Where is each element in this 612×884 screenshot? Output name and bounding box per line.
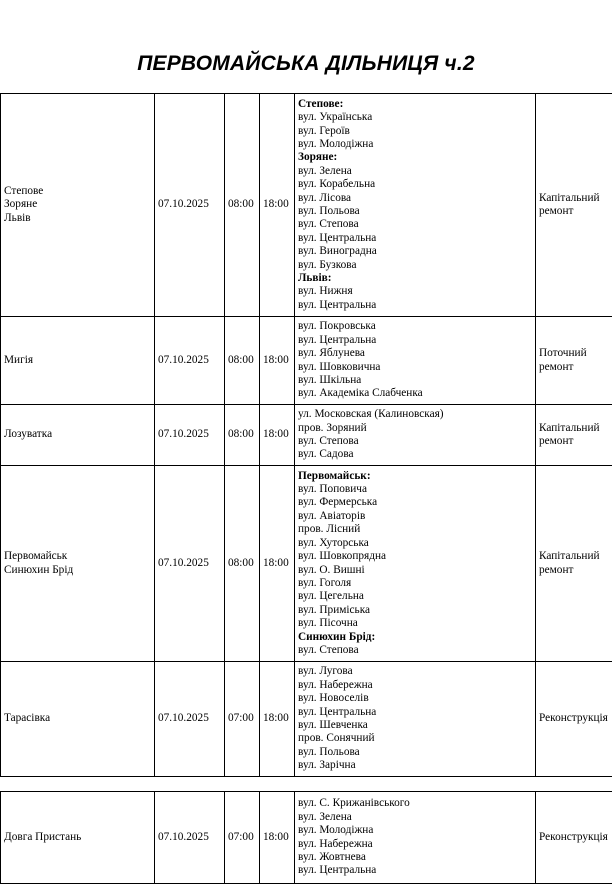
work-type-line: Капітальний: [539, 192, 612, 205]
street-item: вул. Героїв: [298, 125, 532, 138]
date-cell: 07.10.2025: [155, 662, 225, 777]
table-row: [1, 405, 612, 466]
street-item: вул. Центральна: [298, 706, 532, 719]
work-type-cell: [536, 94, 612, 317]
page-title: ПЕРВОМАЙСЬКА ДІЛЬНИЦЯ ч.2: [0, 52, 612, 76]
village-name: Первомайськ: [4, 550, 151, 563]
street-item: вул. Шевченка: [298, 719, 532, 732]
work-type-cell: [536, 792, 612, 884]
village-cell: [1, 94, 155, 317]
village-name: Довга Пристань: [4, 831, 151, 844]
street-item: вул. Центральна: [298, 299, 532, 312]
settlement-header: Львів:: [298, 272, 532, 285]
village-name: Тарасівка: [4, 712, 151, 725]
street-item: вул. Хуторська: [298, 537, 532, 550]
street-item: вул. Зелена: [298, 811, 532, 824]
work-type-line: Реконструкція: [539, 712, 612, 725]
street-item: вул. Новоселів: [298, 692, 532, 705]
street-item: вул. Академіка Слабченка: [298, 387, 532, 400]
street-item: вул. Лісова: [298, 192, 532, 205]
street-item: пров. Сонячний: [298, 732, 532, 745]
date-cell: 07.10.2025: [155, 405, 225, 466]
street-item: ул. Московская (Калиновская): [298, 408, 532, 421]
street-item: вул. Степова: [298, 435, 532, 448]
street-item: вул. Нижня: [298, 285, 532, 298]
date-cell: 07.10.2025: [155, 466, 225, 662]
date-cell: 07.10.2025: [155, 94, 225, 317]
street-item: вул. Виноградна: [298, 245, 532, 258]
end-time-cell: 18:00: [260, 317, 295, 405]
street-item: вул. О. Вишні: [298, 564, 532, 577]
street-item: пров. Лісний: [298, 523, 532, 536]
table-row: [1, 94, 612, 317]
start-time-cell: 08:00: [225, 317, 260, 405]
start-time-cell: 08:00: [225, 94, 260, 317]
work-type-line: Реконструкція: [539, 831, 612, 844]
street-item: вул. Гоголя: [298, 577, 532, 590]
street-item: вул. Шовкопрядна: [298, 550, 532, 563]
village-cell: [1, 792, 155, 884]
streets-cell: [295, 792, 536, 884]
streets-cell: [295, 317, 536, 405]
schedule-table: [0, 93, 612, 777]
streets-cell: [295, 662, 536, 777]
street-item: вул. Польова: [298, 205, 532, 218]
settlement-header: Степове:: [298, 98, 532, 111]
work-type-cell: [536, 662, 612, 777]
village-name: Синюхин Брід: [4, 564, 151, 577]
street-item: вул. Молодіжна: [298, 138, 532, 151]
street-item: вул. Лугова: [298, 665, 532, 678]
street-item: вул. С. Крижанівського: [298, 797, 532, 810]
streets-cell: [295, 466, 536, 662]
street-item: вул. Яблунева: [298, 347, 532, 360]
start-time-cell: 08:00: [225, 405, 260, 466]
work-type-cell: [536, 317, 612, 405]
work-type-line: Поточний: [539, 347, 612, 360]
street-item: вул. Українська: [298, 111, 532, 124]
street-item: пров. Зоряний: [298, 422, 532, 435]
street-item: вул. Цегельна: [298, 590, 532, 603]
work-type-line: ремонт: [539, 435, 612, 448]
work-type-cell: [536, 466, 612, 662]
work-type-line: ремонт: [539, 361, 612, 374]
village-cell: [1, 466, 155, 662]
village-name: Мигія: [4, 354, 151, 367]
date-cell: 07.10.2025: [155, 792, 225, 884]
street-item: вул. Набережна: [298, 679, 532, 692]
village-name: Степове: [4, 185, 151, 198]
streets-cell: [295, 405, 536, 466]
street-item: вул. Приміська: [298, 604, 532, 617]
end-time-cell: 18:00: [260, 792, 295, 884]
start-time-cell: 08:00: [225, 466, 260, 662]
street-item: вул. Шовковична: [298, 361, 532, 374]
street-item: вул. Бузкова: [298, 259, 532, 272]
date-cell: 07.10.2025: [155, 317, 225, 405]
table-row: [1, 466, 612, 662]
work-type-line: Капітальний: [539, 422, 612, 435]
street-item: вул. Шкільна: [298, 374, 532, 387]
work-type-cell: [536, 405, 612, 466]
street-item: вул. Корабельна: [298, 178, 532, 191]
village-name: Львів: [4, 212, 151, 225]
village-cell: [1, 662, 155, 777]
work-type-line: Капітальний: [539, 550, 612, 563]
street-item: вул. Садова: [298, 448, 532, 461]
schedule-table-continued: [0, 791, 612, 884]
start-time-cell: 07:00: [225, 792, 260, 884]
street-item: вул. Жовтнева: [298, 851, 532, 864]
street-item: вул. Центральна: [298, 864, 532, 877]
street-item: вул. Степова: [298, 644, 532, 657]
street-item: вул. Поповича: [298, 483, 532, 496]
end-time-cell: 18:00: [260, 662, 295, 777]
start-time-cell: 07:00: [225, 662, 260, 777]
street-item: вул. Молодіжна: [298, 824, 532, 837]
village-cell: [1, 405, 155, 466]
street-item: вул. Центральна: [298, 232, 532, 245]
settlement-header: Первомайськ:: [298, 470, 532, 483]
street-item: вул. Пісочна: [298, 617, 532, 630]
table-row: [1, 662, 612, 777]
street-item: вул. Степова: [298, 218, 532, 231]
village-cell: [1, 317, 155, 405]
street-item: вул. Фермерська: [298, 496, 532, 509]
street-item: вул. Авіаторів: [298, 510, 532, 523]
end-time-cell: 18:00: [260, 466, 295, 662]
streets-cell: [295, 94, 536, 317]
village-name: Лозуватка: [4, 428, 151, 441]
settlement-header: Синюхин Брід:: [298, 631, 532, 644]
street-item: вул. Центральна: [298, 334, 532, 347]
work-type-line: ремонт: [539, 564, 612, 577]
street-item: вул. Польова: [298, 746, 532, 759]
street-item: вул. Покровська: [298, 320, 532, 333]
table-row: [1, 792, 612, 884]
street-item: вул. Зарічна: [298, 759, 532, 772]
table-row: [1, 317, 612, 405]
street-item: вул. Зелена: [298, 165, 532, 178]
work-type-line: ремонт: [539, 205, 612, 218]
settlement-header: Зоряне:: [298, 151, 532, 164]
street-item: вул. Набережна: [298, 838, 532, 851]
end-time-cell: 18:00: [260, 94, 295, 317]
village-name: Зоряне: [4, 198, 151, 211]
end-time-cell: 18:00: [260, 405, 295, 466]
